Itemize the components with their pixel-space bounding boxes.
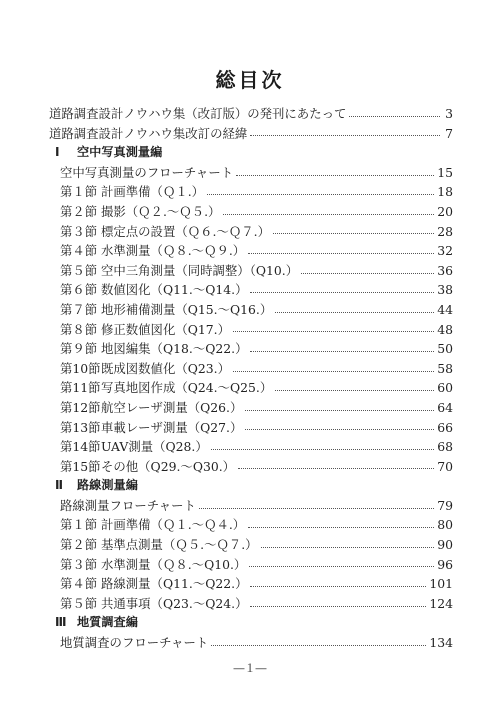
page-number: 44: [437, 301, 453, 317]
toc-entry[interactable]: [49, 594, 453, 614]
toc-entry-title: 基準点測量（Ｑ５.～Ｑ７.）: [101, 537, 258, 553]
toc-entry[interactable]: [49, 359, 453, 379]
toc-entry[interactable]: [49, 300, 453, 320]
page-number: 66: [437, 419, 453, 435]
leader-dots: [238, 467, 434, 469]
leader-dots: [236, 174, 434, 176]
toc-entry[interactable]: [49, 222, 453, 242]
toc-entry-title: 標定点の設置（Ｑ６.～Ｑ７.）: [101, 223, 270, 239]
toc-entry-flowchart[interactable]: [49, 496, 453, 516]
toc-entry[interactable]: [49, 241, 453, 261]
toc-entry[interactable]: [49, 457, 453, 477]
toc-entry[interactable]: [49, 202, 453, 222]
toc-entry[interactable]: [49, 320, 453, 340]
page-number: 134: [429, 635, 453, 651]
toc-entry-title: その他（Q29.～Q30.）: [101, 458, 236, 474]
toc-entry[interactable]: [49, 535, 453, 555]
toc-entry[interactable]: [49, 339, 453, 359]
toc-entry-title: 水準測量（Ｑ８.～Ｑ９.）: [101, 243, 246, 259]
leader-dots: [245, 409, 434, 411]
toc-entry-title: 地形補備測量（Q15.～Q16.）: [101, 301, 273, 317]
toc-entry-title: 道路調査設計ノウハウ集改訂の経緯: [49, 125, 248, 141]
leader-dots: [275, 311, 434, 313]
toc-entry-title: 地質調査のフローチャート: [60, 635, 209, 651]
page-number: 58: [437, 360, 453, 376]
toc-entry-title: 数値図化（Q11.～Q14.）: [101, 282, 248, 298]
chapter-number: 第12節: [60, 399, 101, 415]
toc-entry-title: 地図編集（Q18.～Q22.）: [101, 341, 248, 357]
toc-entry-title: 空中写真測量のフローチャート: [60, 164, 234, 180]
section-title: 地質調査編: [77, 615, 138, 630]
chapter-number: 第15節: [60, 458, 101, 474]
leader-dots: [233, 330, 434, 332]
section-number: Ⅱ: [55, 478, 64, 493]
leader-dots: [250, 134, 440, 136]
toc-entry-title: 計画準備（Ｑ１.～Ｑ４.）: [101, 517, 246, 533]
toc-entry[interactable]: [49, 398, 453, 418]
page-number: 60: [437, 380, 453, 396]
chapter-number: 第２節: [60, 203, 98, 219]
section-heading-aerial-photo[interactable]: [49, 143, 453, 163]
chapter-number: 第５節: [60, 262, 98, 278]
leader-dots: [273, 232, 434, 234]
leader-dots: [248, 526, 434, 528]
page-number: 79: [437, 497, 453, 513]
leader-dots: [275, 389, 434, 391]
toc-entry-title: 計画準備（Ｑ１.）: [101, 184, 205, 200]
leader-dots: [199, 507, 434, 509]
chapter-number: 第５節: [60, 595, 98, 611]
toc-entry-title: 写真地図作成（Q24.～Q25.）: [101, 380, 273, 396]
toc-entry-title: 水準測量（Ｑ８.～Q10.）: [101, 556, 247, 572]
leader-dots: [349, 115, 440, 117]
chapter-number: 第14節: [60, 439, 101, 455]
leader-dots: [250, 605, 426, 607]
chapter-number: 第２節: [60, 537, 98, 553]
page-number: 7: [445, 125, 453, 141]
page-number: 18: [437, 184, 453, 200]
leader-dots: [245, 428, 434, 430]
toc-entry-title: 航空レーザ測量（Q26.）: [101, 399, 243, 415]
toc-entry[interactable]: [49, 437, 453, 457]
page-number: 38: [437, 282, 453, 298]
chapter-number: 第１節: [60, 184, 98, 200]
toc-entry-title: 路線測量（Q11.～Q22.）: [101, 576, 248, 592]
toc-entry-title: 修正数値図化（Q17.）: [101, 321, 230, 337]
section-number: Ⅰ: [55, 145, 60, 160]
leader-dots: [249, 565, 434, 567]
toc-entry[interactable]: [49, 378, 453, 398]
toc-entry-title: 撮影（Ｑ２.～Ｑ５.）: [101, 203, 221, 219]
chapter-number: 第８節: [60, 321, 98, 337]
section-items: [49, 182, 453, 476]
page-number: 48: [437, 321, 453, 337]
page-number: 20: [437, 203, 453, 219]
toc-entry-title: 既成図数値化（Q23.）: [101, 360, 230, 376]
leader-dots: [233, 370, 434, 372]
toc-entry-preface[interactable]: [49, 104, 453, 124]
section-title: 空中写真測量編: [77, 145, 163, 160]
toc-entry-flowchart[interactable]: [49, 163, 453, 183]
toc-entry-title: 共通事項（Q23.～Q24.）: [101, 595, 248, 611]
page-title: 総目次: [215, 68, 285, 92]
toc-entry-title: UAV測量（Q28.）: [101, 439, 208, 455]
chapter-number: 第11節: [60, 380, 101, 396]
chapter-number: 第３節: [60, 556, 98, 572]
toc-entry-title: 道路調査設計ノウハウ集（改訂版）の発刊にあたって: [49, 106, 347, 121]
chapter-number: 第３節: [60, 223, 98, 239]
toc-entry[interactable]: [49, 555, 453, 575]
leader-dots: [301, 272, 434, 274]
toc-entry-title: 空中三角測量（同時調整）（Q10.）: [101, 262, 299, 278]
toc-entry[interactable]: [49, 418, 453, 438]
page-number: 96: [437, 556, 453, 572]
page-number: 70: [437, 458, 453, 474]
page-number: 68: [437, 439, 453, 455]
chapter-number: 第６節: [60, 282, 98, 298]
page-number: 90: [437, 537, 453, 553]
leader-dots: [261, 546, 435, 548]
leader-dots: [250, 585, 426, 587]
page-number: 80: [437, 517, 453, 533]
chapter-number: 第９節: [60, 341, 98, 357]
section-items: [49, 515, 453, 613]
chapter-number: 第10節: [60, 360, 101, 376]
leader-dots: [250, 350, 434, 352]
table-of-contents: [49, 104, 453, 653]
chapter-number: 第４節: [60, 243, 98, 259]
toc-entry[interactable]: [49, 280, 453, 300]
leader-dots: [211, 644, 426, 646]
page-number: 3: [445, 106, 453, 121]
leader-dots: [207, 193, 434, 195]
chapter-number: 第13節: [60, 419, 101, 435]
toc-entry[interactable]: [49, 574, 453, 594]
leader-dots: [250, 291, 434, 293]
toc-entry[interactable]: [49, 261, 453, 281]
section-number: Ⅲ: [55, 615, 67, 630]
chapter-number: 第７節: [60, 301, 98, 317]
page-number: 124: [429, 595, 453, 611]
section-title: 路線測量編: [77, 478, 138, 493]
leader-dots: [248, 252, 434, 254]
page-number: 101: [429, 576, 453, 592]
toc-entry-flowchart[interactable]: [49, 633, 453, 653]
page-number: 64: [437, 399, 453, 415]
toc-entry[interactable]: [49, 182, 453, 202]
chapter-number: 第１節: [60, 517, 98, 533]
toc-entry[interactable]: [49, 515, 453, 535]
page-number: 32: [437, 243, 453, 259]
chapter-number: 第４節: [60, 576, 98, 592]
section-heading-route-survey[interactable]: [49, 476, 453, 496]
section-heading-geological-survey[interactable]: [49, 613, 453, 633]
leader-dots: [211, 448, 434, 450]
leader-dots: [223, 213, 434, 215]
toc-entry-title: 路線測量フローチャート: [60, 497, 196, 513]
toc-entry-revision-history[interactable]: [49, 124, 453, 144]
page-number: 50: [437, 341, 453, 357]
page-number: 36: [437, 262, 453, 278]
page-footer-number: ―１―: [233, 662, 267, 675]
page-number: 28: [437, 223, 453, 239]
page-number: 15: [437, 164, 453, 180]
toc-entry-title: 車載レーザ測量（Q27.）: [101, 419, 243, 435]
